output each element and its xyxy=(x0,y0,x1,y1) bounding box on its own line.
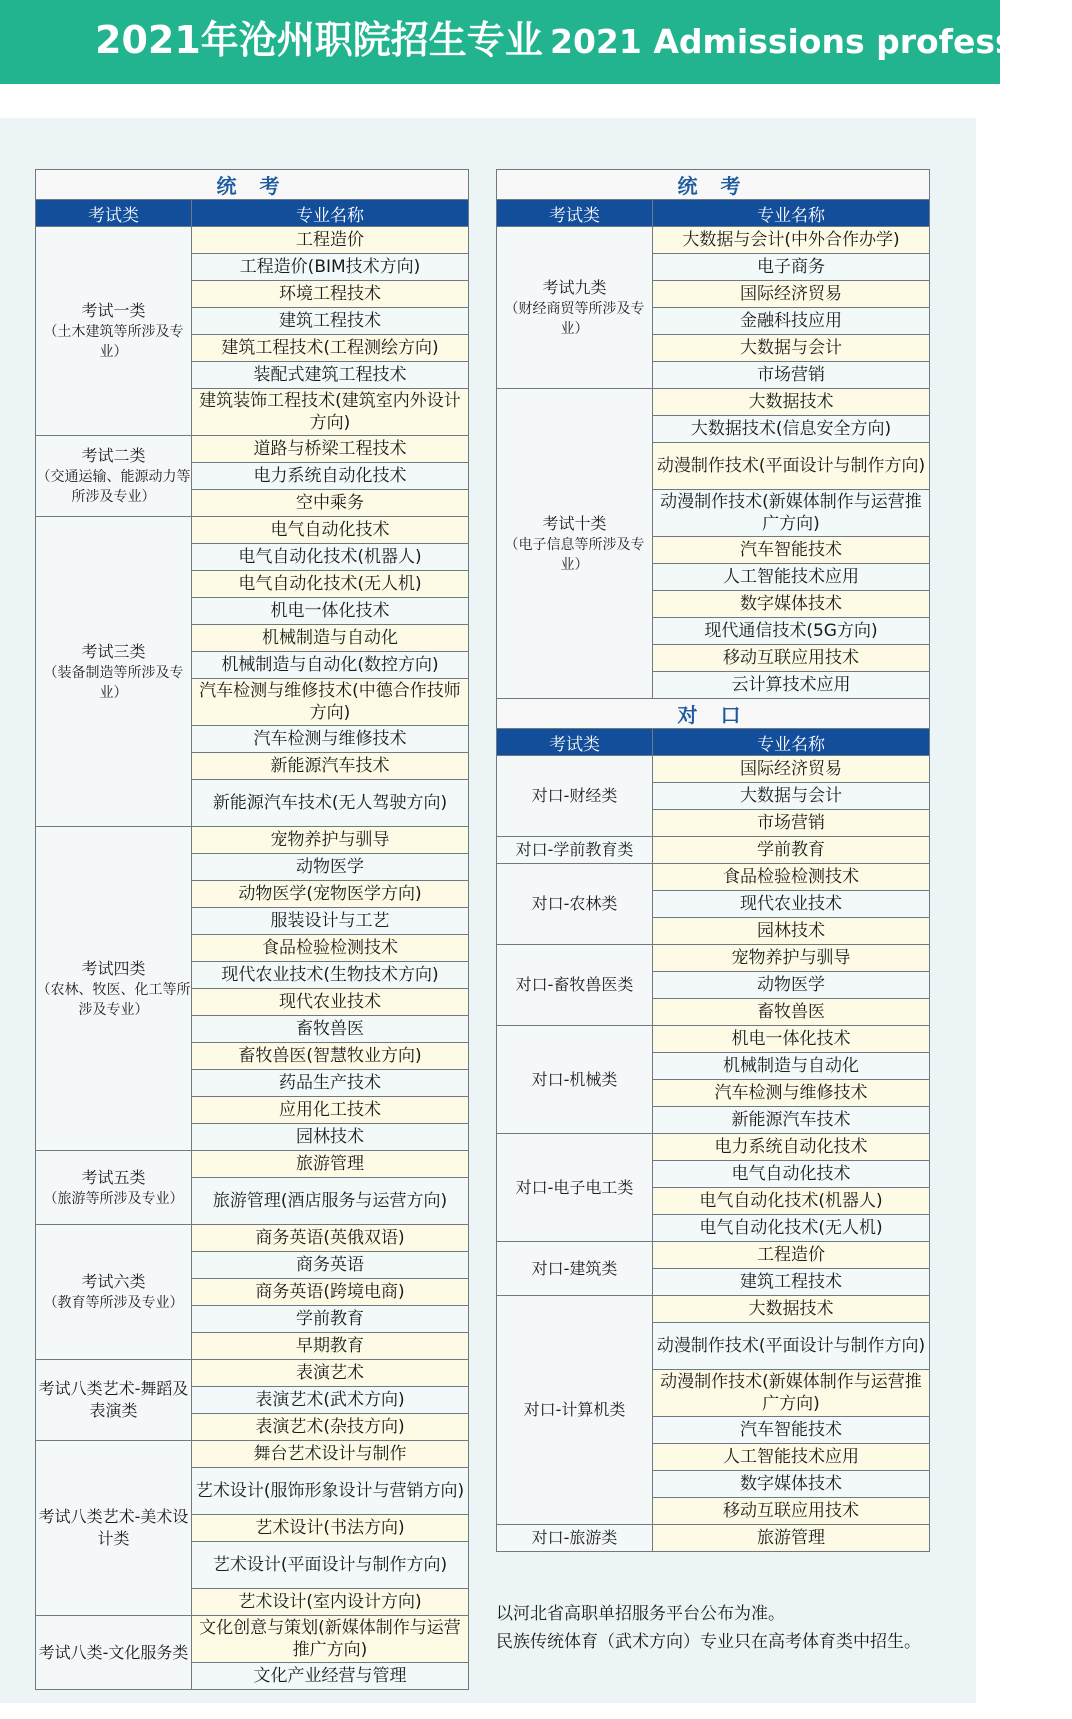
exam-category-cell xyxy=(497,1525,653,1552)
major-name: 汽车检测与维修技术 xyxy=(192,726,469,753)
exam-category-name: 考试四类 xyxy=(81,958,146,978)
major-name: 建筑工程技术 xyxy=(192,308,469,335)
exam-category-name: 对口-机械类 xyxy=(531,1069,618,1089)
major-name: 旅游管理(酒店服务与运营方向) xyxy=(192,1178,469,1225)
exam-category-scope: （教育等所涉及专业） xyxy=(43,1295,184,1311)
title-banner xyxy=(0,0,1072,84)
major-name: 动漫制作技术(平面设计与制作方向) xyxy=(653,1323,930,1370)
major-name: 道路与桥梁工程技术 xyxy=(192,436,469,463)
section-title: 统 考 xyxy=(36,170,469,200)
table-row xyxy=(497,1242,930,1269)
major-name: 宠物养护与驯导 xyxy=(653,945,930,972)
column-header-major: 专业名称 xyxy=(192,200,469,227)
footnote: 民族传统体育（武术方向）专业只在高考体育类中招生。 xyxy=(496,1632,921,1652)
major-name: 旅游管理 xyxy=(192,1151,469,1178)
table-row xyxy=(497,1026,930,1053)
major-name: 工程造价 xyxy=(192,227,469,254)
major-name: 电气自动化技术(机器人) xyxy=(192,544,469,571)
exam-category-cell xyxy=(497,1242,653,1296)
major-name: 现代农业技术 xyxy=(653,891,930,918)
major-name: 食品检验检测技术 xyxy=(653,864,930,891)
major-name: 动物医学(宠物医学方向) xyxy=(192,881,469,908)
exam-category-scope: （农林、牧医、化工等所涉及专业） xyxy=(36,981,191,1018)
major-name: 工程造价(BIM技术方向) xyxy=(192,254,469,281)
section-title: 对 口 xyxy=(497,699,930,729)
major-name: 舞台艺术设计与制作 xyxy=(192,1441,469,1468)
header-row xyxy=(497,200,930,227)
table-row xyxy=(36,517,469,544)
exam-category-scope: （装备制造等所涉及专业） xyxy=(43,664,184,701)
exam-category-name: 考试九类 xyxy=(542,277,607,297)
major-name: 新能源汽车技术 xyxy=(192,753,469,780)
major-name: 文化产业经营与管理 xyxy=(192,1663,469,1690)
exam-category-name: 考试八类-文化服务类 xyxy=(38,1642,189,1662)
exam-category-name: 考试五类 xyxy=(81,1167,146,1187)
major-name: 装配式建筑工程技术 xyxy=(192,362,469,389)
major-name: 金融科技应用 xyxy=(653,308,930,335)
major-name: 学前教育 xyxy=(192,1306,469,1333)
major-name: 电气自动化技术(机器人) xyxy=(653,1188,930,1215)
table-row xyxy=(497,1296,930,1323)
major-name: 大数据与会计(中外合作办学) xyxy=(653,227,930,254)
exam-category-cell xyxy=(497,227,653,389)
exam-category-name: 对口-农林类 xyxy=(531,894,618,913)
exam-category-cell xyxy=(497,945,653,1026)
exam-category-name: 考试八类艺术-美术设计类 xyxy=(38,1507,189,1548)
exam-category-cell xyxy=(36,436,192,517)
exam-category-cell xyxy=(497,1296,653,1525)
major-name: 人工智能技术应用 xyxy=(653,564,930,591)
exam-category-name: 考试六类 xyxy=(81,1272,146,1291)
footnotes xyxy=(496,1600,921,1656)
major-name: 机电一体化技术 xyxy=(192,598,469,625)
major-name: 电子商务 xyxy=(653,254,930,281)
exam-category-scope: （土木建筑等所涉及专业） xyxy=(43,324,184,360)
section-row xyxy=(497,170,930,200)
major-name: 机械制造与自动化 xyxy=(192,625,469,652)
exam-category-name: 对口-学前教育类 xyxy=(515,840,634,859)
major-name: 电气自动化技术 xyxy=(192,517,469,544)
major-name: 机械制造与自动化(数控方向) xyxy=(192,652,469,679)
major-name: 大数据技术 xyxy=(653,389,930,416)
major-name: 大数据技术(信息安全方向) xyxy=(653,416,930,443)
major-name: 艺术设计(室内设计方向) xyxy=(192,1589,469,1616)
exam-category-name: 考试一类 xyxy=(81,301,146,320)
major-name: 空中乘务 xyxy=(192,490,469,517)
major-name: 汽车智能技术 xyxy=(653,1417,930,1444)
table-row xyxy=(497,837,930,864)
exam-category-name: 对口-电子电工类 xyxy=(515,1177,634,1197)
major-name: 服装设计与工艺 xyxy=(192,908,469,935)
section-row xyxy=(497,699,930,729)
table-row xyxy=(36,227,469,254)
column-header-major: 专业名称 xyxy=(653,200,930,227)
major-name: 移动互联应用技术 xyxy=(653,1498,930,1525)
exam-category-cell xyxy=(497,756,653,837)
exam-category-name: 考试八类艺术-舞蹈及表演类 xyxy=(38,1379,189,1420)
exam-category-name: 对口-建筑类 xyxy=(531,1258,618,1278)
table-row xyxy=(36,1441,469,1468)
exam-category-cell xyxy=(36,1616,192,1690)
major-name: 电气自动化技术(无人机) xyxy=(192,571,469,598)
major-name: 市场营销 xyxy=(653,810,930,837)
major-name: 动漫制作技术(平面设计与制作方向) xyxy=(653,443,930,490)
major-name: 园林技术 xyxy=(653,918,930,945)
exam-category-scope: （交通运输、能源动力等所涉及专业） xyxy=(36,469,191,505)
exam-category-name: 对口-旅游类 xyxy=(531,1528,618,1547)
major-name: 数字媒体技术 xyxy=(653,591,930,618)
major-name: 现代农业技术 xyxy=(192,989,469,1016)
table-row xyxy=(497,227,930,254)
major-name: 艺术设计(书法方向) xyxy=(192,1515,469,1542)
exam-category-cell xyxy=(497,389,653,699)
exam-category-name: 对口-财经类 xyxy=(531,786,618,805)
exam-category-name: 对口-畜牧兽医类 xyxy=(515,975,634,994)
major-name: 畜牧兽医(智慧牧业方向) xyxy=(192,1043,469,1070)
page-subtitle: 2021 Admissions profession xyxy=(550,22,1072,61)
exam-category-cell xyxy=(497,1134,653,1242)
major-name: 应用化工技术 xyxy=(192,1097,469,1124)
major-name: 汽车智能技术 xyxy=(653,537,930,564)
major-name: 表演艺术(杂技方向) xyxy=(192,1414,469,1441)
major-name: 建筑工程技术 xyxy=(653,1269,930,1296)
right-admissions-table xyxy=(496,169,930,1552)
table-row xyxy=(36,436,469,463)
major-name: 表演艺术(武术方向) xyxy=(192,1387,469,1414)
major-name: 工程造价 xyxy=(653,1242,930,1269)
major-name: 动漫制作技术(新媒体制作与运营推广方向) xyxy=(653,1370,930,1417)
major-name: 园林技术 xyxy=(192,1124,469,1151)
major-name: 畜牧兽医 xyxy=(653,999,930,1026)
table-row xyxy=(497,756,930,783)
major-name: 旅游管理 xyxy=(653,1525,930,1552)
exam-category-name: 考试十类 xyxy=(542,513,607,533)
table-row xyxy=(497,864,930,891)
table-row xyxy=(497,945,930,972)
column-header-major: 专业名称 xyxy=(653,729,930,756)
exam-category-name: 考试二类 xyxy=(81,446,146,465)
major-name: 文化创意与策划(新媒体制作与运营推广方向) xyxy=(192,1616,469,1663)
major-name: 动物医学 xyxy=(192,854,469,881)
major-name: 学前教育 xyxy=(653,837,930,864)
major-name: 药品生产技术 xyxy=(192,1070,469,1097)
section-title: 统 考 xyxy=(497,170,930,200)
exam-category-cell xyxy=(36,1151,192,1225)
table-row xyxy=(36,1360,469,1387)
major-name: 机械制造与自动化 xyxy=(653,1053,930,1080)
table-row xyxy=(497,389,930,416)
column-header-category: 考试类 xyxy=(497,729,653,756)
major-name: 市场营销 xyxy=(653,362,930,389)
major-name: 艺术设计(服饰形象设计与营销方向) xyxy=(192,1468,469,1515)
exam-category-scope: （电子信息等所涉及专业） xyxy=(504,536,645,573)
table-row xyxy=(497,1134,930,1161)
major-name: 商务英语(跨境电商) xyxy=(192,1279,469,1306)
major-name: 汽车检测与维修技术(中德合作技师方向) xyxy=(192,679,469,726)
table-row xyxy=(36,827,469,854)
major-name: 动物医学 xyxy=(653,972,930,999)
major-name: 新能源汽车技术(无人驾驶方向) xyxy=(192,780,469,827)
major-name: 建筑工程技术(工程测绘方向) xyxy=(192,335,469,362)
exam-category-cell xyxy=(36,1360,192,1441)
table-row xyxy=(36,1225,469,1252)
table-row xyxy=(36,1151,469,1178)
page-title: 2021年沧州职院招生专业 xyxy=(95,18,543,62)
column-header-category: 考试类 xyxy=(36,200,192,227)
major-name: 电力系统自动化技术 xyxy=(192,463,469,490)
table-row xyxy=(497,1525,930,1552)
major-name: 国际经济贸易 xyxy=(653,281,930,308)
exam-category-cell xyxy=(36,227,192,436)
header-row xyxy=(36,200,469,227)
major-name: 建筑装饰工程技术(建筑室内外设计方向) xyxy=(192,389,469,436)
left-admissions-table xyxy=(35,169,469,1690)
major-name: 新能源汽车技术 xyxy=(653,1107,930,1134)
major-name: 机电一体化技术 xyxy=(653,1026,930,1053)
exam-category-scope: （旅游等所涉及专业） xyxy=(43,1190,184,1207)
column-header-category: 考试类 xyxy=(497,200,653,227)
major-name: 国际经济贸易 xyxy=(653,756,930,783)
major-name: 汽车检测与维修技术 xyxy=(653,1080,930,1107)
major-name: 现代通信技术(5G方向) xyxy=(653,618,930,645)
footnote: 以河北省高职单招服务平台公布为准。 xyxy=(496,1604,785,1624)
exam-category-cell xyxy=(36,517,192,827)
major-name: 电气自动化技术 xyxy=(653,1161,930,1188)
exam-category-cell xyxy=(497,837,653,864)
major-name: 电力系统自动化技术 xyxy=(653,1134,930,1161)
major-name: 商务英语(英俄双语) xyxy=(192,1225,469,1252)
major-name: 畜牧兽医 xyxy=(192,1016,469,1043)
major-name: 人工智能技术应用 xyxy=(653,1444,930,1471)
header-row xyxy=(497,729,930,756)
major-name: 宠物养护与驯导 xyxy=(192,827,469,854)
major-name: 移动互联应用技术 xyxy=(653,645,930,672)
major-name: 动漫制作技术(新媒体制作与运营推广方向) xyxy=(653,490,930,537)
exam-category-name: 对口-计算机类 xyxy=(523,1400,626,1419)
major-name: 食品检验检测技术 xyxy=(192,935,469,962)
major-name: 环境工程技术 xyxy=(192,281,469,308)
exam-category-cell xyxy=(36,1225,192,1360)
exam-category-cell xyxy=(36,827,192,1151)
major-name: 云计算技术应用 xyxy=(653,672,930,699)
exam-category-name: 考试三类 xyxy=(81,641,146,661)
table-row xyxy=(36,1616,469,1663)
major-name: 商务英语 xyxy=(192,1252,469,1279)
major-name: 电气自动化技术(无人机) xyxy=(653,1215,930,1242)
major-name: 数字媒体技术 xyxy=(653,1471,930,1498)
major-name: 表演艺术 xyxy=(192,1360,469,1387)
major-name: 大数据技术 xyxy=(653,1296,930,1323)
major-name: 现代农业技术(生物技术方向) xyxy=(192,962,469,989)
major-name: 大数据与会计 xyxy=(653,335,930,362)
exam-category-cell xyxy=(497,1026,653,1134)
section-row xyxy=(36,170,469,200)
major-name: 大数据与会计 xyxy=(653,783,930,810)
major-name: 早期教育 xyxy=(192,1333,469,1360)
exam-category-cell xyxy=(36,1441,192,1616)
exam-category-cell xyxy=(497,864,653,945)
exam-category-scope: （财经商贸等所涉及专业） xyxy=(504,300,645,337)
major-name: 艺术设计(平面设计与制作方向) xyxy=(192,1542,469,1589)
